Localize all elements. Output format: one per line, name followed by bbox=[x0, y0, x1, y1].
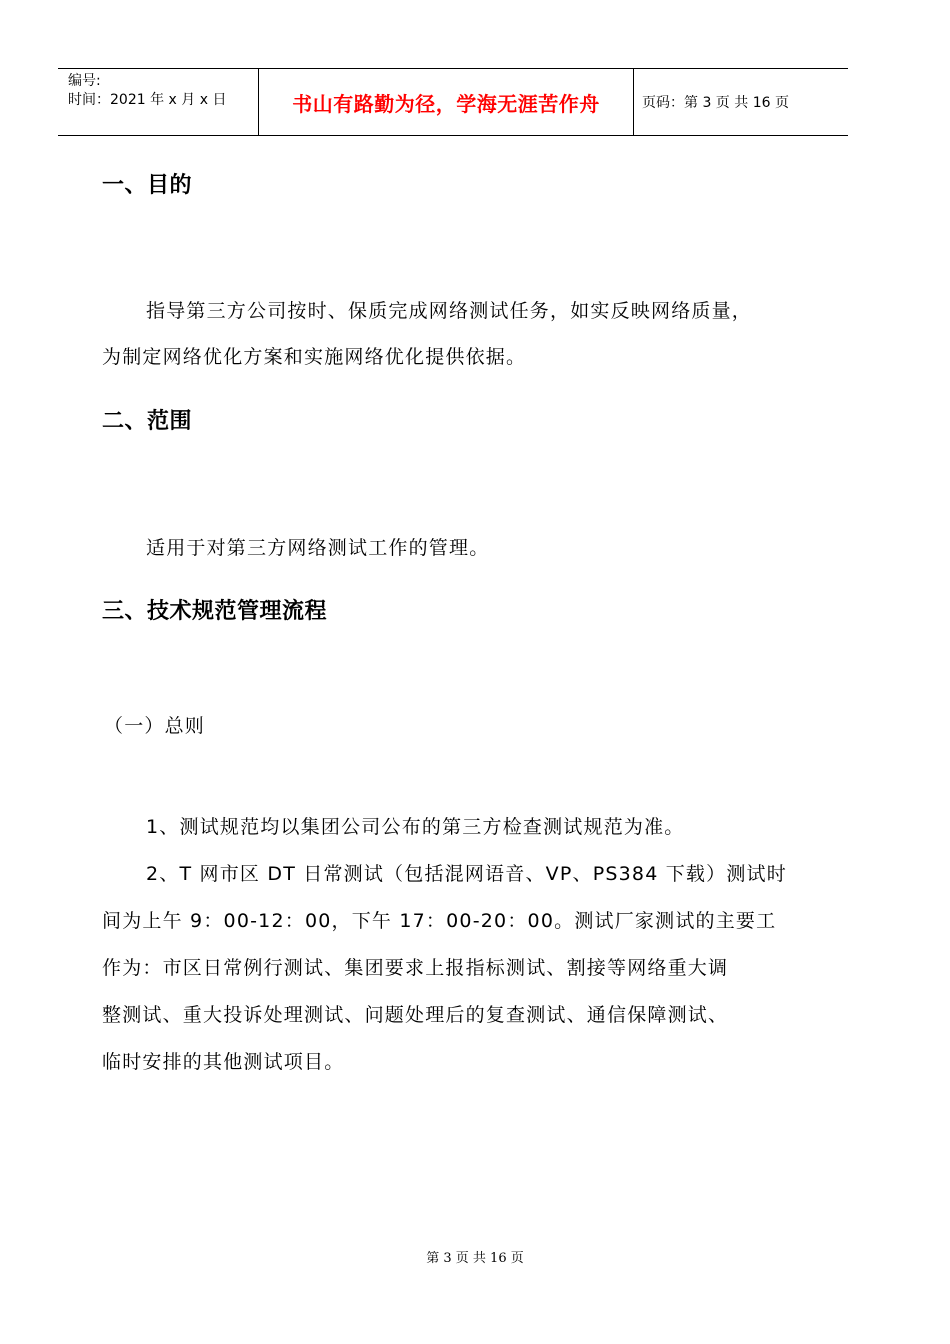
header-motto-cell bbox=[259, 69, 634, 135]
header-motto: 书山有路勤为径，学海无涯苦作舟 bbox=[292, 91, 600, 116]
document-number-label: 编号: bbox=[68, 73, 101, 89]
purpose-paragraph-line-2: 为制定网络优化方案和实施网络优化提供依据。 bbox=[102, 346, 527, 368]
general-item-2-line-4: 整测试、重大投诉处理测试、问题处理后的复查测试、通信保障测试、 bbox=[102, 1004, 729, 1026]
section-title-process: 三、技术规范管理流程 bbox=[102, 599, 328, 624]
header-meta-cell bbox=[58, 69, 259, 135]
scope-paragraph: 适用于对第三方网络测试工作的管理。 bbox=[146, 537, 490, 559]
general-item-1: 1、测试规范均以集团公司公布的第三方检查测试规范为准。 bbox=[146, 816, 685, 838]
header-page-code: 页码：第 3 页 共 16 页 bbox=[642, 95, 789, 111]
document-time-label: 时间：2021 年 x 月 x 日 bbox=[68, 92, 227, 108]
general-item-2-line-3: 作为：市区日常例行测试、集团要求上报指标测试、割接等网络重大调 bbox=[102, 957, 729, 979]
general-item-2-line-2: 间为上午 9：00-12：00，下午 17：00-20：00。测试厂家测试的主要工 bbox=[102, 910, 777, 932]
general-item-2-line-1: 2、T 网市区 DT 日常测试（包括混网语音、VP、PS384 下载）测试时 bbox=[146, 863, 787, 885]
header-page-cell bbox=[634, 69, 848, 135]
section-title-purpose: 一、目的 bbox=[102, 173, 193, 198]
document-header bbox=[58, 68, 848, 136]
purpose-paragraph-line-1: 指导第三方公司按时、保质完成网络测试任务，如实反映网络质量， bbox=[146, 300, 753, 322]
page-footer: 第 3 页 共 16 页 bbox=[426, 1251, 524, 1266]
section-title-scope: 二、范围 bbox=[102, 409, 193, 434]
general-item-2-line-5: 临时安排的其他测试项目。 bbox=[102, 1051, 345, 1073]
subsection-title-general: （一）总则 bbox=[104, 715, 206, 737]
